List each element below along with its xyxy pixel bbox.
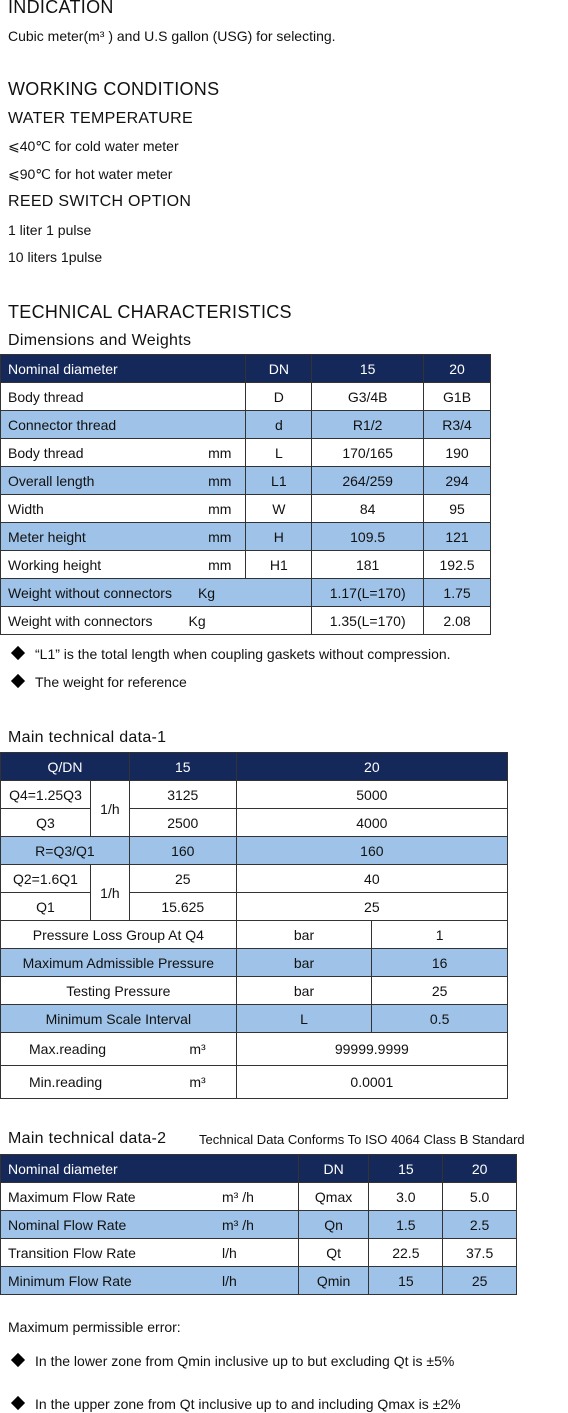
table-row <box>1 579 491 607</box>
row-unit: mm <box>208 528 232 545</box>
table-row <box>1 467 491 495</box>
row-dn20: 95 <box>424 495 491 523</box>
row-symbol: Qn <box>298 1211 369 1239</box>
table-row <box>1 495 491 523</box>
table-row <box>1 921 508 949</box>
row-dn15: 181 <box>312 551 424 579</box>
row-name: Meter height <box>8 528 86 545</box>
q3-dn15: 2500 <box>129 809 236 837</box>
note-length-text: “L1” is the total length when coupling gaskets without compression. <box>35 646 451 662</box>
table-row <box>1 1005 508 1033</box>
max-pressure-value: 16 <box>372 949 508 977</box>
table-row <box>1 551 491 579</box>
technical-heading: TECHNICAL CHARACTERISTICS <box>8 302 292 322</box>
row-name: Body thread <box>8 388 84 405</box>
note-weight-text: The weight for reference <box>35 674 187 690</box>
table-row <box>1 977 508 1005</box>
row-unit: mm <box>208 472 232 489</box>
header-dn15: 15 <box>369 1155 443 1183</box>
row-dn15: 109.5 <box>312 523 424 551</box>
pulse-option-1: 1 liter 1 pulse <box>8 222 92 238</box>
q1-dn15: 15.625 <box>129 893 236 921</box>
row-dn20: 37.5 <box>443 1239 517 1267</box>
table-row <box>1 1183 517 1211</box>
table-row <box>1 865 508 893</box>
q1-label: Q1 <box>1 893 91 921</box>
table-row <box>1 1211 517 1239</box>
row-dn15: 1.17(L=170) <box>312 579 424 607</box>
row-dn15: 1.35(L=170) <box>312 607 424 635</box>
row-dn20: 121 <box>424 523 491 551</box>
row-dn20: 1.75 <box>424 579 491 607</box>
table-row <box>1 411 491 439</box>
error-upper-zone <box>13 1396 461 1412</box>
min-reading-label: Min.reading <box>29 1074 103 1090</box>
data1-heading: Main technical data-1 <box>8 729 167 746</box>
row-dn15: 22.5 <box>369 1239 443 1267</box>
indication-heading: INDICATION <box>8 0 114 17</box>
header-dn20: 20 <box>443 1155 517 1183</box>
data1-table <box>0 752 508 1099</box>
row-name: Working height <box>8 556 102 573</box>
max-reading-label: Max.reading <box>29 1041 107 1057</box>
header-dn15: 15 <box>129 753 236 781</box>
row-unit: m³ /h <box>222 1216 254 1233</box>
cold-water-text: ⩽40℃ for cold water meter <box>8 138 179 154</box>
row-dn20: 5.0 <box>443 1183 517 1211</box>
diamond-bullet-icon <box>11 646 25 660</box>
indication-text: Cubic meter(m³ ) and U.S gallon (USG) for selecting. <box>8 28 336 44</box>
table-row <box>1 1033 508 1066</box>
header-symbol: DN <box>246 355 312 383</box>
unit-lh: 1/h <box>90 781 129 837</box>
diamond-bullet-icon <box>11 674 25 688</box>
min-reading-unit: m³ <box>189 1074 206 1090</box>
working-conditions-heading: WORKING CONDITIONS <box>8 79 220 99</box>
data2-table <box>0 1154 517 1295</box>
testing-pressure-label: Testing Pressure <box>1 977 237 1005</box>
min-scale-value: 0.5 <box>372 1005 508 1033</box>
row-dn20: 2.5 <box>443 1211 517 1239</box>
row-unit: l/h <box>222 1244 237 1261</box>
table-row <box>1 949 508 977</box>
table-row <box>1 523 491 551</box>
row-name: Transition Flow Rate <box>8 1244 136 1261</box>
table-row <box>1 837 508 865</box>
table-row <box>1 893 508 921</box>
header-dn15: 15 <box>312 355 424 383</box>
row-dn15: 15 <box>369 1267 443 1295</box>
row-unit: mm <box>208 444 232 461</box>
reed-switch-heading: REED SWITCH OPTION <box>8 193 192 210</box>
table-row <box>1 607 491 635</box>
table-row <box>1 383 491 411</box>
row-symbol: L <box>246 439 312 467</box>
min-reading-value: 0.0001 <box>236 1066 507 1099</box>
header-qdn: Q/DN <box>1 753 130 781</box>
header-dn20: 20 <box>424 355 491 383</box>
data2-subheading: Technical Data Conforms To ISO 4064 Class B Standard <box>199 1132 525 1147</box>
row-symbol: W <box>246 495 312 523</box>
row-dn20: R3/4 <box>424 411 491 439</box>
pulse-option-2: 10 liters 1pulse <box>8 249 103 265</box>
header-name: Nominal diameter <box>1 1155 299 1183</box>
row-name: Width <box>8 500 44 517</box>
r-dn20: 160 <box>236 837 507 865</box>
row-unit: m³ /h <box>222 1188 254 1205</box>
header-name: Nominal diameter <box>1 355 246 383</box>
pressure-loss-unit: bar <box>236 921 372 949</box>
row-name: Minimum Flow Rate <box>8 1272 132 1289</box>
row-unit: mm <box>208 500 232 517</box>
row-name: Overall length <box>8 472 95 489</box>
min-scale-unit: L <box>236 1005 372 1033</box>
row-unit: Kg <box>197 584 216 601</box>
q2-dn15: 25 <box>129 865 236 893</box>
diamond-bullet-icon <box>11 1396 25 1410</box>
max-reading-unit: m³ <box>189 1041 206 1057</box>
q1-dn20: 25 <box>236 893 507 921</box>
row-symbol: H <box>246 523 312 551</box>
q4-dn15: 3125 <box>129 781 236 809</box>
error-lower-zone <box>13 1353 454 1369</box>
q2-dn20: 40 <box>236 865 507 893</box>
r-label: R=Q3/Q1 <box>1 837 130 865</box>
row-symbol: L1 <box>246 467 312 495</box>
error-lower-text: In the lower zone from Qmin inclusive up to but excluding Qt is ±5% <box>35 1353 455 1369</box>
row-dn15: 264/259 <box>312 467 424 495</box>
unit-lh: 1/h <box>90 865 129 921</box>
r-dn15: 160 <box>129 837 236 865</box>
row-name: Weight with connectors <box>8 612 153 629</box>
header-dn20: 20 <box>236 753 507 781</box>
q3-dn20: 4000 <box>236 809 507 837</box>
testing-pressure-value: 25 <box>372 977 508 1005</box>
pressure-loss-label: Pressure Loss Group At Q4 <box>1 921 237 949</box>
row-unit: Kg <box>188 612 206 629</box>
max-pressure-label: Maximum Admissible Pressure <box>1 949 237 977</box>
row-dn15: 3.0 <box>369 1183 443 1211</box>
row-name: Connector thread <box>8 416 117 433</box>
testing-pressure-unit: bar <box>236 977 372 1005</box>
row-name: Nominal Flow Rate <box>8 1216 127 1233</box>
table-row <box>1 1066 508 1099</box>
row-unit: mm <box>208 556 232 573</box>
table-row <box>1 439 491 467</box>
row-name: Weight without connectors <box>8 584 172 601</box>
data2-header-row <box>1 1155 517 1183</box>
row-symbol: Qmax <box>298 1183 369 1211</box>
row-dn15: 1.5 <box>369 1211 443 1239</box>
row-dn20: G1B <box>424 383 491 411</box>
data1-header-row <box>1 753 508 781</box>
row-dn15: R1/2 <box>312 411 424 439</box>
row-symbol: d <box>246 411 312 439</box>
dimensions-table <box>0 354 491 635</box>
row-name: Maximum Flow Rate <box>8 1188 136 1205</box>
row-symbol: Qt <box>298 1239 369 1267</box>
hot-water-text: ⩽90℃ for hot water meter <box>8 166 173 182</box>
row-name: Body thread <box>8 444 84 461</box>
table-row <box>1 781 508 809</box>
data2-heading: Main technical data-2 <box>8 1130 167 1147</box>
error-upper-text: In the upper zone from Qt inclusive up to and including Qmax is ±2% <box>35 1396 461 1412</box>
note-length <box>13 646 451 662</box>
max-reading-value: 99999.9999 <box>236 1033 507 1066</box>
row-symbol: D <box>246 383 312 411</box>
table-row <box>1 809 508 837</box>
row-dn20: 294 <box>424 467 491 495</box>
row-dn20: 2.08 <box>424 607 491 635</box>
pressure-loss-value: 1 <box>372 921 508 949</box>
diamond-bullet-icon <box>11 1353 25 1367</box>
row-symbol: H1 <box>246 551 312 579</box>
q4-label: Q4=1.25Q3 <box>1 781 91 809</box>
row-symbol: Qmin <box>298 1267 369 1295</box>
table-row <box>1 1267 517 1295</box>
min-scale-label: Minimum Scale Interval <box>1 1005 237 1033</box>
q3-label: Q3 <box>1 809 91 837</box>
header-symbol: DN <box>298 1155 369 1183</box>
q2-label: Q2=1.6Q1 <box>1 865 91 893</box>
q4-dn20: 5000 <box>236 781 507 809</box>
note-weight <box>13 674 187 690</box>
row-dn15: 84 <box>312 495 424 523</box>
row-unit: l/h <box>222 1272 237 1289</box>
row-dn15: G3/4B <box>312 383 424 411</box>
row-dn15: 170/165 <box>312 439 424 467</box>
row-dn20: 190 <box>424 439 491 467</box>
table-row <box>1 1239 517 1267</box>
row-dn20: 192.5 <box>424 551 491 579</box>
max-pressure-unit: bar <box>236 949 372 977</box>
row-dn20: 25 <box>443 1267 517 1295</box>
dimensions-heading: Dimensions and Weights <box>8 332 192 349</box>
dimensions-header-row <box>1 355 491 383</box>
water-temperature-heading: WATER TEMPERATURE <box>8 110 193 127</box>
error-heading: Maximum permissible error: <box>8 1319 181 1335</box>
